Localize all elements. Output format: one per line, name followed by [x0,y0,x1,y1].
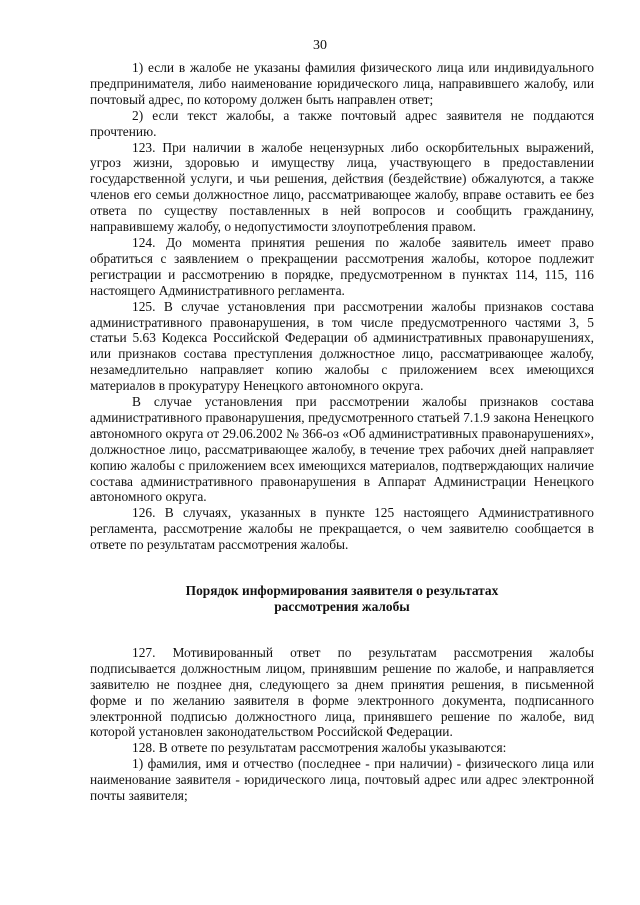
paragraph-125-continued: В случае установления при рассмотрении жалобы признаков состава административного правонарушения, предусмотренного статьей 7.1.9 закона Ненецкого автономного округа от 29.06.2002 № 366-оз «Об административных правонарушениях», должностное лицо, рассматривающее жалобу, в течение трех рабочих дней направляет копию жалобы с приложением всех имеющихся материалов, подтверждающих наличие состава административного правонарушения в Аппарат Администрации Ненецкого автономного округа. [90,394,594,505]
page-number: 30 [313,38,327,53]
paragraph-125: 125. В случае установления при рассмотрении жалобы признаков состава административного правонарушения, в том числе предусмотренного частями 3, 5 статьи 5.63 Кодекса Российской Федерации об административных правонарушениях, или признаков состава преступления должностное лицо, рассматривающее жалобу, незамедлительно направляет копию жалобы с приложением всех имеющихся материалов в прокуратуру Ненецкого автономного округа. [90,298,594,394]
paragraph-128: 128. В ответе по результатам рассмотрения жалобы указываются: [132,740,507,756]
paragraph-126: 126. В случаях, указанных в пункте 125 настоящего Административного регламента, рассмотрение жалобы не прекращается, о чем заявителю сообщается в ответе по результатам рассмотрения жалобы. [90,505,594,553]
paragraph-128-item-1: 1) фамилия, имя и отчество (последнее - при наличии) - физического лица или наименование заявителя - юридического лица, почтовый адрес или адрес электронной почты заявителя; [90,756,594,804]
section-heading-line-2: рассмотрения жалобы [274,599,410,614]
paragraph-123: 123. При наличии в жалобе нецензурных либо оскорбительных выражений, угроз жизни, здоровью и имуществу лица, участвующего в предоставлении государственной услуги, и чьи решения, действия (бездействие) обжалуются, а также членов его семьи должностное лицо, рассматривающее жалобу, вправе оставить ее без ответа по существу поставленных в ней вопросов и сообщить гражданину, направившему жалобу, о недопустимости злоупотребления правом. [90,139,594,235]
section-heading [90,583,594,615]
document-body [90,60,594,804]
paragraph-124: 124. До момента принятия решения по жалобе заявитель имеет право обратиться с заявлением о прекращении рассмотрения жалобы, которое подлежит регистрации и рассмотрению в порядке, предусмотренном в пунктах 114, 115, 116 настоящего Административного регламента. [90,234,594,298]
paragraph-item-1: 1) если в жалобе не указаны фамилия физического лица или индивидуального предпринимателя, либо наименование юридического лица, направившего жалобу, или почтовый адрес, по которому должен быть направлен ответ; [90,60,594,107]
paragraph-127: 127. Мотивированный ответ по результатам рассмотрения жалобы подписывается должностным лицом, принявшим решение по жалобе, и направляется заявителю не позднее дня, следующего за днем принятия решения, в письменной форме и по желанию заявителя в форме электронного документа, подписанного электронной подписью должностного лица, принявшего решение по жалобе, вид которой установлен законодательством Российской Федерации. [90,644,594,740]
paragraph-item-2: 2) если текст жалобы, а также почтовый адрес заявителя не поддаются прочтению. [90,107,594,139]
section-heading-line-1: Порядок информирования заявителя о результатах [185,583,499,599]
